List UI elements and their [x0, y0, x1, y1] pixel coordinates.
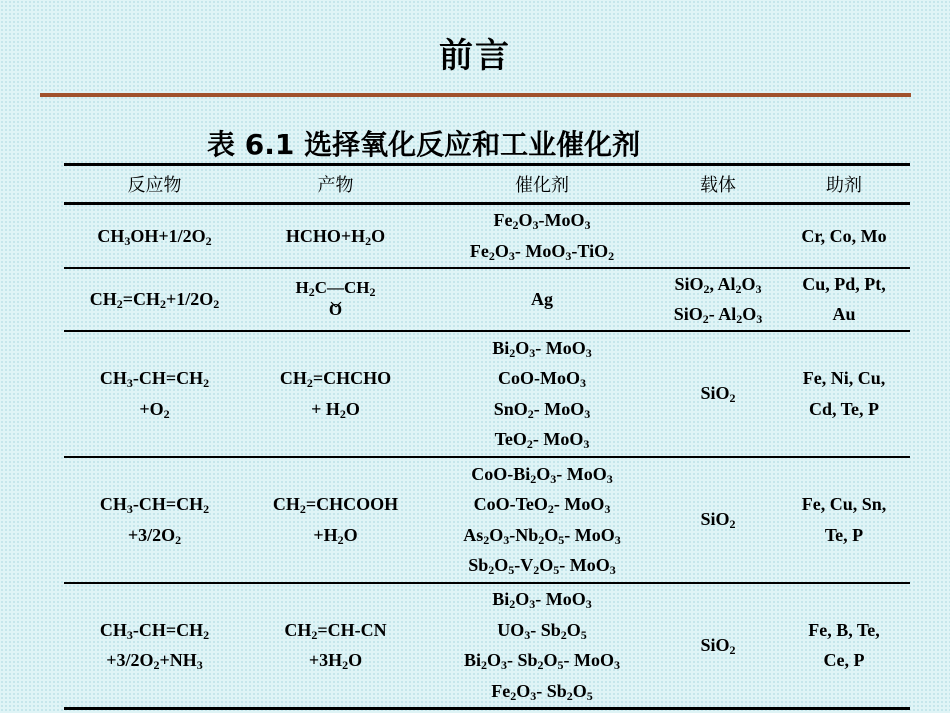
product-cell	[245, 204, 426, 268]
cell-line: SnO$_2$- MoO$_3$	[493, 398, 591, 421]
cell-line: $CH_2=CHCOOH$	[272, 494, 399, 516]
cell-line: $+H_2O$	[313, 524, 358, 547]
header-catalyst: 催化剂	[426, 165, 658, 204]
header-product: 产物	[245, 165, 426, 204]
table-row	[64, 268, 910, 331]
table-row	[64, 204, 910, 268]
cell-line: $As_2O_3-Nb_2O_5-$ MoO$_3$	[463, 524, 621, 547]
cell-line: $CH_2=CHCHO$	[279, 368, 392, 390]
cell-line: CoO-$Bi_2O_3-$ MoO$_3$	[471, 463, 613, 486]
promoter-cell	[778, 268, 910, 331]
cell-line: $Fe_2O_3-$ $Sb_2O_5$	[491, 680, 593, 703]
support-cell	[658, 268, 778, 331]
cell-line: SiO$_2$, $Al_2O_3$	[674, 273, 762, 296]
cell-line: TeO$_2$- MoO$_3$	[494, 429, 590, 451]
cell-line: SiO$_2$- $Al_2O_3$	[673, 304, 763, 326]
cell-line: Ag	[531, 288, 553, 309]
cell-line: $Bi_2O_3-$ MoO$_3$	[492, 589, 592, 612]
cell-line: $+O_2$	[139, 398, 170, 421]
catalyst-cell	[426, 457, 658, 583]
catalyst-cell	[426, 583, 658, 709]
cell-line: $CH_3OH+1/2O_2$	[97, 225, 212, 248]
cell-line: Au	[832, 304, 856, 324]
epoxide-oxygen: O	[328, 300, 343, 319]
cell-line: CoO-TeO$_2$- MoO$_3$	[473, 494, 611, 516]
cell-line: $HCHO+H_2O$	[285, 225, 386, 248]
epoxide-top: $H_2C—CH_2$	[295, 278, 376, 299]
support-cell	[658, 204, 778, 268]
table-row	[64, 583, 910, 709]
header-support: 载体	[658, 165, 778, 204]
cell-line: $+3/2O_2+NH_3$	[106, 650, 203, 673]
support-cell	[658, 457, 778, 583]
page-title: 前言	[439, 36, 511, 76]
product-cell	[245, 457, 426, 583]
epoxide-structure	[290, 276, 382, 322]
product-cell	[245, 268, 426, 331]
cell-line: $UO_3-$ $Sb_2O_5$	[497, 619, 587, 642]
product-cell	[245, 331, 426, 457]
cell-line: SiO$_2$	[700, 383, 736, 406]
product-cell	[245, 583, 426, 709]
support-cell	[658, 331, 778, 457]
cell-line: $Fe_2O_3-$ MoO$_3$-TiO$_2$	[469, 240, 615, 263]
title-divider	[40, 93, 911, 97]
table-row	[64, 457, 910, 583]
cell-line: $Bi_2O_3-$ $Sb_2O_5-$ MoO$_3$	[463, 650, 621, 673]
cell-line: $CH_3-CH=CH_2$	[99, 619, 210, 642]
cell-line: Fe, Ni, Cu,	[802, 368, 886, 388]
table-row	[64, 331, 910, 457]
cell-line: $CH_3-CH=CH_2$	[99, 368, 210, 390]
reactant-cell	[64, 457, 245, 583]
cell-line: Fe, B, Te,	[808, 619, 880, 640]
cell-line: SiO$_2$	[700, 509, 736, 532]
reactant-cell	[64, 583, 245, 709]
cell-line: CoO-MoO$_3$	[498, 368, 586, 390]
cell-line: SiO$_2$	[700, 635, 736, 657]
cell-line: $CH_3-CH=CH_2$	[99, 494, 210, 516]
support-cell	[658, 583, 778, 709]
reactant-cell	[64, 331, 245, 457]
catalyst-cell	[426, 204, 658, 268]
catalyst-cell	[426, 268, 658, 331]
cell-line: $CH_2=CH-CN$	[284, 619, 387, 642]
cell-line: $+3/2O_2$	[127, 524, 182, 547]
promoter-cell	[778, 331, 910, 457]
cell-line: $Fe_2O_3-MoO_3$	[493, 210, 591, 233]
header-promoter: 助剂	[778, 165, 910, 204]
catalyst-table	[64, 163, 910, 710]
cell-line: Fe, Cu, Sn,	[801, 494, 887, 514]
promoter-cell	[778, 583, 910, 709]
cell-line: $Sb_2O_5-V_2O_5-$ MoO$_3$	[468, 555, 616, 577]
table-caption: 表 6.1 选择氧化反应和工业催化剂	[207, 128, 641, 161]
cell-line: Ce, P	[823, 650, 865, 671]
reactant-cell	[64, 204, 245, 268]
catalyst-cell	[426, 331, 658, 457]
promoter-cell	[778, 204, 910, 268]
cell-line: Cd, Te, P	[808, 398, 880, 419]
cell-line: $+3H_2O$	[308, 650, 363, 673]
header-reactant: 反应物	[64, 165, 245, 204]
cell-line: + $H_2O$	[311, 398, 360, 421]
cell-line: Cu, Pd, Pt,	[802, 273, 886, 294]
cell-line: Cr, Co, Mo	[801, 225, 887, 246]
reactant-cell	[64, 268, 245, 331]
cell-line: $Bi_2O_3-$ MoO$_3$	[492, 337, 592, 360]
table-header-row	[64, 165, 910, 204]
cell-line: $CH_2=CH_2+1/2O_2$	[89, 288, 220, 311]
promoter-cell	[778, 457, 910, 583]
cell-line: Te, P	[824, 524, 864, 545]
